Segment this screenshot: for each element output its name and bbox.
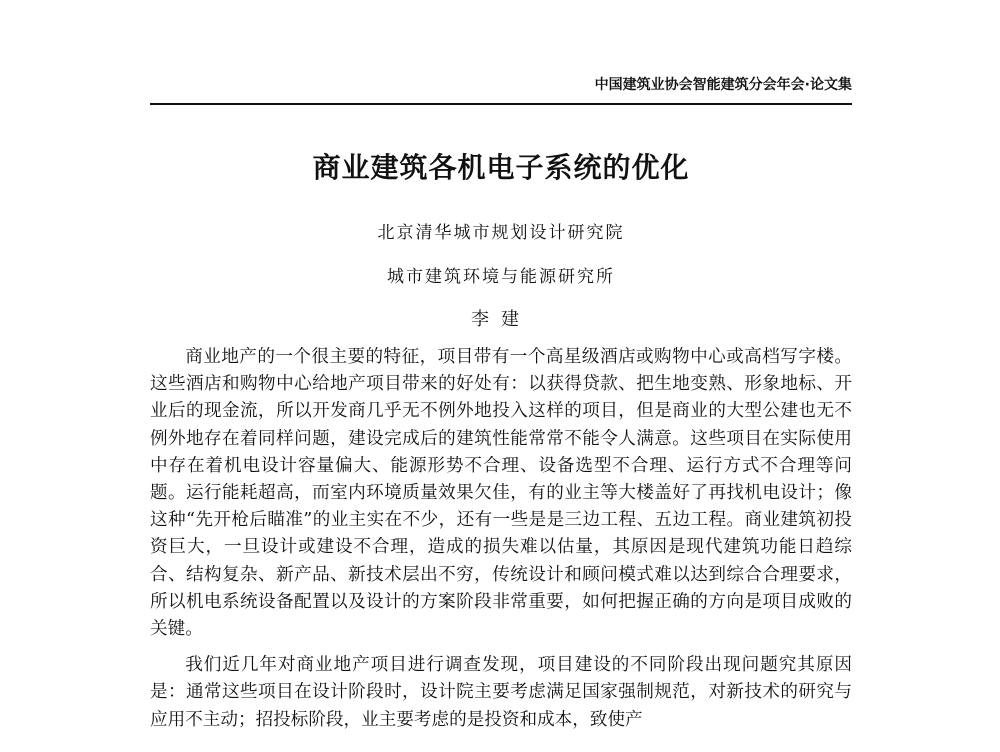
article-body (150, 344, 852, 743)
article-title: 商业建筑各机电子系统的优化 (312, 151, 690, 184)
header-rule (150, 103, 852, 105)
author-name: 李建 (471, 309, 531, 330)
body-paragraph: 我们近几年对商业地产项目进行调查发现，项目建设的不同阶段出现问题究其原因是：通常这些项目在设计阶段时，设计院主要考虑满足国家强制规范，对新技术的研究与应用不主动；招投标阶段，业主要考虑的是投资和成本，致使产 (150, 655, 852, 730)
affiliation-institute: 北京清华城市规划设计研究院 (377, 223, 625, 243)
running-header: 中国建筑业协会智能建筑分会年会·论文集 (594, 77, 852, 93)
body-paragraph: 商业地产的一个很主要的特征，项目带有一个高星级酒店或购物中心或高档写字楼。这些酒店和购物中心给地产项目带来的好处有：以获得贷款、把生地变熟、形象地标、开业后的现金流，所以开发商几乎无不例外地投入这样的项目，但是商业的大型公建也无不例外地存在着同样问题，建设完成后的建筑性能常常不能令人满意。这些项目在实际使用中存在着机电设计容量偏大、能源形势不合理、设备选型不合理、运行方式不合理等问题。运行能耗超高，而室内环境质量效果欠佳，有的业主等大楼盖好了再找机电设计；像这种“先开枪后瞄准”的业主实在不少，还有一些是是三边工程、五边工程。商业建筑初投资巨大，一旦设计或建设不合理，造成的损失难以估量，其原因是现代建筑功能日趋综合、结构复杂、新产品、新技术层出不穷，传统设计和顾问模式难以达到综合合理要求，所以机电系统设备配置以及设计的方案阶段非常重要，如何把握正确的方向是项目成败的关键。 (150, 347, 852, 640)
affiliation-department: 城市建筑环境与能源研究所 (387, 267, 615, 287)
